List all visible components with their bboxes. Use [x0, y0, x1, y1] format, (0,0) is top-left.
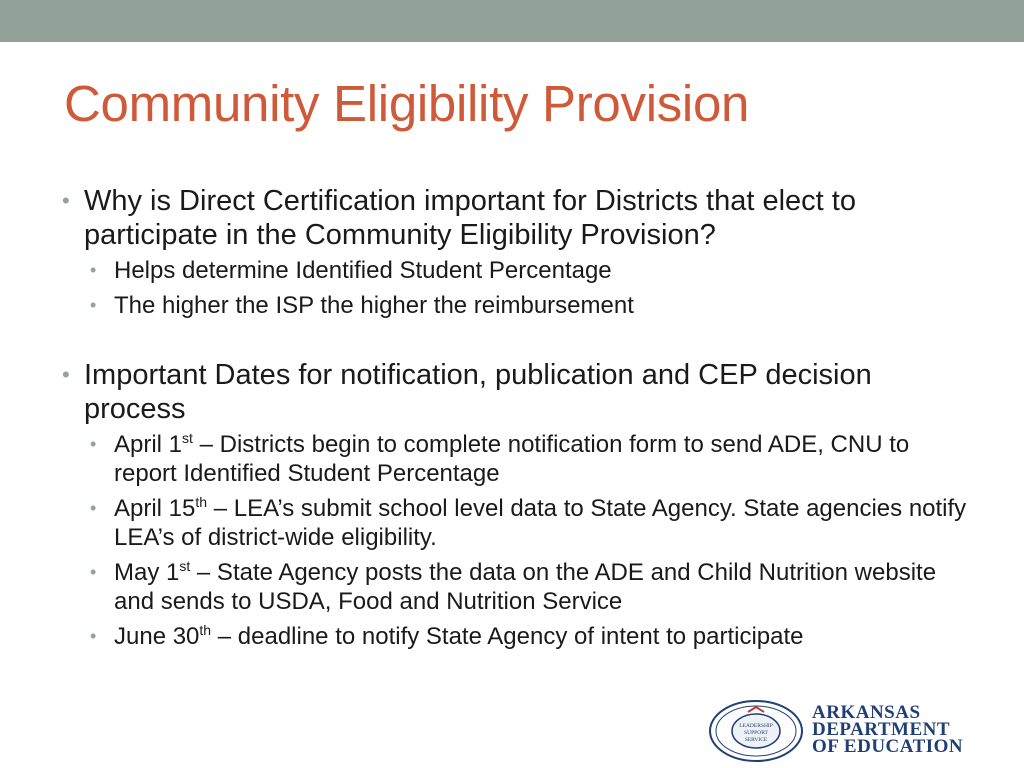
date-suffix: st: [182, 430, 193, 446]
svg-text:LEADERSHIP: LEADERSHIP: [739, 723, 773, 729]
bullet-dot-icon: •: [90, 434, 97, 454]
ade-logo: [708, 700, 998, 762]
sub-bullet-may-1: [84, 558, 975, 616]
bullet-dot-icon: •: [90, 295, 97, 315]
logo-line-3: OF EDUCATION: [812, 736, 964, 757]
date-description: – LEA’s submit school level data to State Agency. State agencies notify LEA’s of district-wide eligibility.: [114, 495, 967, 551]
sub-bullet-text: Helps determine Identified Student Percentage: [114, 257, 612, 284]
bullet-dot-icon: •: [62, 362, 70, 387]
bullet-direct-certification: [60, 184, 975, 320]
logo-line-2: DEPARTMENT: [812, 719, 951, 740]
slide-title: Community Eligibility Provision: [64, 75, 750, 132]
sub-bullet-april-15: [84, 494, 975, 552]
date-description: – Districts begin to complete notification form to send ADE, CNU to report Identified Student Percentage: [114, 431, 910, 487]
top-accent-band: [0, 0, 1024, 42]
sub-bullet-text: The higher the ISP the higher the reimbursement: [114, 292, 634, 319]
svg-text:SUPPORT: SUPPORT: [744, 730, 768, 736]
sub-bullet-reimbursement: [84, 291, 975, 320]
sub-bullet-isp: [84, 256, 975, 285]
date-suffix: th: [195, 494, 208, 510]
date-text: May 1: [114, 559, 180, 586]
sub-bullet-april-1: [84, 430, 975, 488]
date-suffix: th: [199, 622, 212, 638]
slide-body: [60, 184, 975, 657]
ade-seal-icon: [708, 700, 804, 762]
date-description: – deadline to notify State Agency of intent to participate: [211, 623, 804, 650]
date-suffix: st: [179, 558, 191, 574]
ade-wordmark: [812, 704, 963, 755]
bullet-dot-icon: •: [90, 562, 97, 582]
date-text: April 15: [114, 495, 196, 522]
sub-bullet-june-30: [84, 622, 975, 651]
bullet-text: Important Dates for notification, publication and CEP decision process: [84, 359, 872, 425]
bullet-dot-icon: •: [90, 626, 97, 646]
date-text: June 30: [114, 623, 200, 650]
date-description: – State Agency posts the data on the ADE and Child Nutrition website and sends to USDA, Food and Nutrition Service: [114, 559, 937, 615]
svg-text:SERVICE: SERVICE: [744, 737, 768, 743]
bullet-dot-icon: •: [62, 188, 70, 213]
bullet-dot-icon: •: [90, 260, 97, 280]
bullet-dot-icon: •: [90, 498, 97, 518]
bullet-important-dates: [60, 358, 975, 651]
bullet-text: Why is Direct Certification important for Districts that elect to participate in the Community Eligibility Provision?: [84, 185, 856, 251]
date-text: April 1: [114, 431, 183, 458]
logo-line-1: ARKANSAS: [812, 702, 921, 723]
